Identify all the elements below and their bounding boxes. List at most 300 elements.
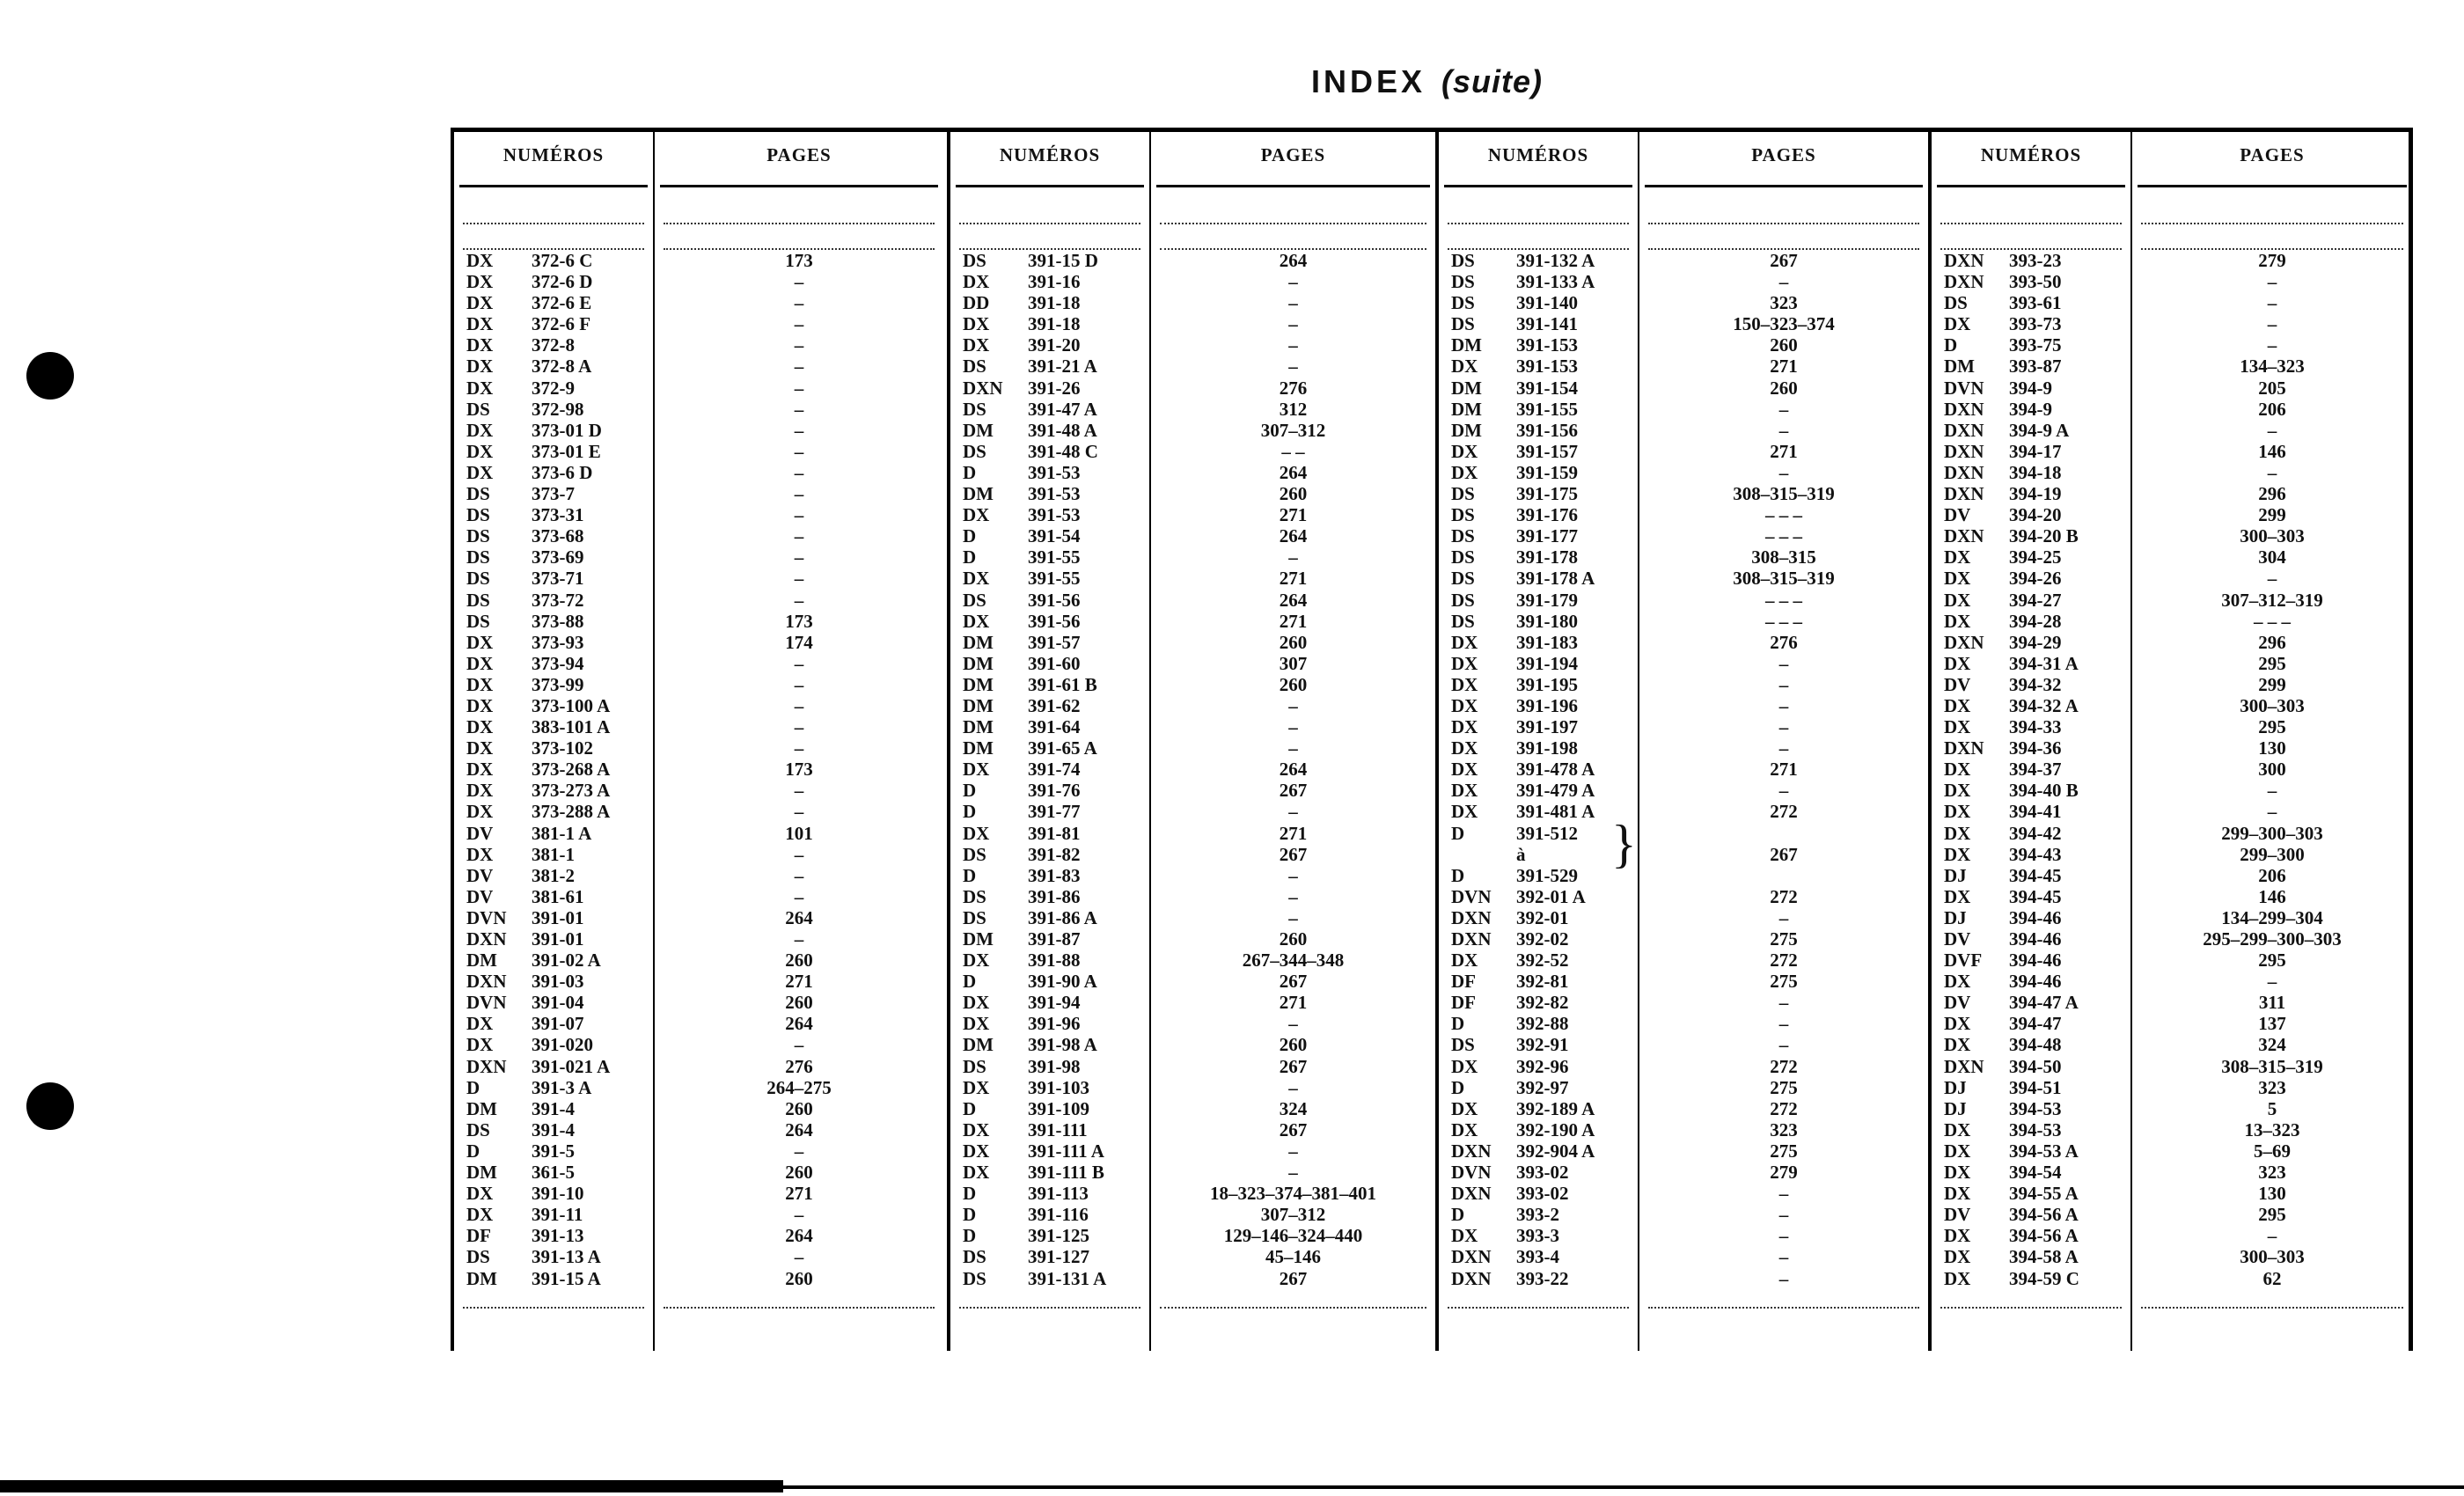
entry-number: 391-53 <box>1028 504 1081 526</box>
entry-prefix: DM <box>963 652 994 674</box>
index-entry-pages: 275 <box>1770 1076 1798 1098</box>
index-entry-number <box>454 1183 653 1204</box>
index-entry-pages: 295 <box>2258 716 2286 738</box>
index-entry-number <box>1932 504 2130 525</box>
dotted-rule <box>463 1307 644 1309</box>
entry-number: 391-4 <box>532 1118 575 1140</box>
index-entry-pages: 260 <box>785 1267 813 1289</box>
pages-column <box>2132 132 2412 1351</box>
entry-prefix: DX <box>963 1118 990 1140</box>
entry-prefix: DM <box>1451 398 1482 420</box>
index-entry-pages: – – – <box>1765 525 1802 547</box>
entry-prefix: DX <box>466 1034 494 1056</box>
index-entry-number <box>1932 716 2130 737</box>
dotted-rule <box>959 223 1140 224</box>
entry-prefix: DX <box>1944 885 1971 907</box>
index-entry-number <box>950 971 1149 992</box>
entry-number: 373-100 A <box>532 694 611 716</box>
index-block-3 <box>1435 132 1928 1351</box>
entry-prefix: DX <box>1451 652 1478 674</box>
index-entry-pages: – <box>1778 716 1789 738</box>
entry-number: 394-59 C <box>2009 1267 2079 1289</box>
entry-prefix: DXN <box>1944 483 1984 505</box>
index-entry-number <box>1932 907 2130 928</box>
index-entry-number <box>950 483 1149 504</box>
entry-prefix: DV <box>1944 504 1971 526</box>
numeros-column <box>1439 132 1639 1351</box>
entry-number: 392-91 <box>1516 1034 1569 1056</box>
index-entry-pages: 271 <box>1279 610 1308 632</box>
entry-prefix: DX <box>1944 313 1971 335</box>
dotted-rule <box>1940 223 2122 224</box>
index-entry-number <box>1439 823 1638 844</box>
index-entry-number <box>1439 250 1638 271</box>
index-entry-pages: – <box>1778 1267 1789 1289</box>
index-entry-pages: 264 <box>785 1013 813 1035</box>
index-entry-number <box>1932 1204 2130 1225</box>
punch-hole-top <box>26 352 74 400</box>
index-entry-number <box>950 632 1149 653</box>
index-entry-pages: 299–300 <box>2240 843 2305 865</box>
entry-number: 381-2 <box>532 864 575 886</box>
entry-prefix: DXN <box>1944 250 1984 271</box>
pages-header: PAGES <box>2240 144 2305 165</box>
index-entry-number <box>1439 886 1638 907</box>
index-entry-pages: 308–315–319 <box>1733 568 1835 590</box>
pages-list <box>1639 250 1928 1289</box>
index-entry-number <box>1439 441 1638 462</box>
entry-prefix: DX <box>963 610 990 632</box>
entry-prefix: DS <box>1451 589 1475 611</box>
entry-prefix: DX <box>1944 610 1971 632</box>
entry-prefix: DX <box>1451 737 1478 759</box>
index-entry-pages <box>1639 865 1928 886</box>
index-entry-number <box>1439 971 1638 992</box>
index-entry-number <box>1932 653 2130 674</box>
index-entry-pages: 271 <box>1770 759 1798 781</box>
entry-number: 394-36 <box>2009 737 2062 759</box>
entry-prefix: DX <box>466 440 494 462</box>
entry-prefix: DXN <box>1944 440 1984 462</box>
entry-prefix: DX <box>466 801 494 823</box>
entry-number: 394-56 A <box>2009 1225 2079 1247</box>
index-entry-pages: 101 <box>785 822 813 844</box>
index-entry-number <box>1439 928 1638 950</box>
header-rule <box>956 185 1144 187</box>
entry-number: 391-02 A <box>532 950 601 972</box>
index-entry-number <box>454 737 653 759</box>
entry-number: 392-88 <box>1516 1013 1569 1035</box>
index-entry-number <box>1439 504 1638 525</box>
index-entry-number <box>1439 1034 1638 1055</box>
index-entry-pages: – <box>794 1246 804 1268</box>
index-entry-pages: – <box>1288 334 1298 356</box>
index-entry-pages: 276 <box>1279 377 1308 399</box>
entry-number: 391-81 <box>1028 822 1081 844</box>
entry-prefix: DXN <box>1944 271 1984 293</box>
index-entry-number <box>1439 674 1638 695</box>
entry-prefix: DM <box>963 483 994 505</box>
index-entry-pages: 205 <box>2258 377 2286 399</box>
index-entry-number <box>1932 928 2130 950</box>
index-entry-pages: 267 <box>1770 250 1798 271</box>
index-entry-number <box>950 928 1149 950</box>
entry-number: 392-02 <box>1516 928 1569 950</box>
entry-prefix: DX <box>1944 971 1971 993</box>
entry-prefix: DX <box>466 1183 494 1205</box>
index-entry-number <box>454 992 653 1013</box>
pages-column <box>1639 132 1928 1351</box>
entry-prefix: DXN <box>466 928 507 950</box>
entry-number: 394-46 <box>2009 971 2062 993</box>
index-entry-number <box>454 611 653 632</box>
entry-prefix: D <box>1451 1013 1465 1035</box>
index-entry-number <box>950 1098 1149 1119</box>
entry-prefix: DX <box>466 780 494 802</box>
index-entry-pages: – <box>2267 334 2277 356</box>
index-entry-pages: – <box>794 1204 804 1226</box>
entry-prefix: DX <box>1944 716 1971 738</box>
index-entry-pages: 307 <box>1279 652 1308 674</box>
index-entry-pages: 264 <box>1279 250 1308 271</box>
index-entry-pages: – <box>794 801 804 823</box>
entry-number: 391-48 A <box>1028 419 1097 441</box>
index-entry-pages: 260 <box>785 950 813 972</box>
index-entry-number <box>1932 525 2130 546</box>
index-entry-number <box>1439 716 1638 737</box>
entry-number: 394-17 <box>2009 440 2062 462</box>
index-entry-number <box>1932 356 2130 377</box>
entry-number: 391-103 <box>1028 1076 1089 1098</box>
entry-number: 391-18 <box>1028 292 1081 314</box>
entry-number: 391-175 <box>1516 483 1578 505</box>
index-entry-number <box>1439 462 1638 483</box>
index-entry-pages: – – – <box>1765 504 1802 526</box>
index-entry-number <box>454 568 653 589</box>
index-entry-pages: 312 <box>1279 398 1308 420</box>
entry-number: 372-6 F <box>532 313 591 335</box>
entry-prefix: DX <box>1944 1225 1971 1247</box>
entry-prefix: DM <box>963 928 994 950</box>
entry-number: 361-5 <box>532 1162 575 1184</box>
entry-number: 373-71 <box>532 568 584 590</box>
index-entry-number <box>454 590 653 611</box>
entry-prefix: DXN <box>1944 631 1984 653</box>
index-entry-number <box>1439 759 1638 780</box>
entry-prefix: D <box>963 864 977 886</box>
entry-number: 391-141 <box>1516 313 1578 335</box>
index-entry-pages: – <box>1288 885 1298 907</box>
index-entry-number <box>950 1204 1149 1225</box>
pages-header: PAGES <box>766 144 832 165</box>
index-entry-number <box>1439 950 1638 971</box>
index-entry-number <box>950 844 1149 865</box>
entry-prefix: DJ <box>1944 1076 1967 1098</box>
entry-prefix: DS <box>466 1246 490 1268</box>
entry-prefix: DX <box>963 759 990 781</box>
index-entry-pages: 271 <box>785 971 813 993</box>
index-entry-pages: 300 <box>2258 759 2286 781</box>
dotted-rule <box>1448 1307 1629 1309</box>
index-entry-pages: 267 <box>1279 780 1308 802</box>
index-entry-number <box>1439 611 1638 632</box>
entry-prefix: DM <box>1451 419 1482 441</box>
entry-number: 391-155 <box>1516 398 1578 420</box>
entry-prefix: DX <box>1944 1118 1971 1140</box>
index-entry-number <box>1439 992 1638 1013</box>
index-entry-number <box>454 844 653 865</box>
index-entry-number <box>1932 441 2130 462</box>
index-entry-pages: – <box>1288 546 1298 568</box>
entry-number: 392-904 A <box>1516 1140 1595 1162</box>
entry-number: 391-113 <box>1028 1183 1089 1205</box>
index-entry-number <box>1439 1225 1638 1246</box>
entry-prefix: DX <box>1451 780 1478 802</box>
index-entry-pages: – <box>1778 1013 1789 1035</box>
index-entry-number <box>454 865 653 886</box>
index-entry-pages: 308–315–319 <box>2221 1055 2323 1077</box>
entry-prefix: DM <box>963 694 994 716</box>
index-entry-pages: 267 <box>1279 1055 1308 1077</box>
entry-number: 394-53 A <box>2009 1140 2079 1162</box>
entry-prefix: DX <box>1451 673 1478 695</box>
entry-prefix: D <box>963 780 977 802</box>
entry-prefix: DM <box>466 950 497 972</box>
index-entry-pages: 272 <box>1770 950 1798 972</box>
index-entry-number <box>950 674 1149 695</box>
index-entry-pages: – <box>794 292 804 314</box>
entry-prefix: DX <box>466 716 494 738</box>
entry-number: 391-4 <box>532 1097 575 1119</box>
index-entry-number <box>1439 653 1638 674</box>
index-entry-number <box>454 546 653 568</box>
entry-prefix: DX <box>1451 1118 1478 1140</box>
index-entry-pages: – <box>1778 652 1789 674</box>
index-entry-pages: – <box>794 461 804 483</box>
index-entry-pages: – <box>794 419 804 441</box>
index-entry-pages: 18–323–374–381–401 <box>1210 1183 1376 1205</box>
entry-prefix: DS <box>963 885 986 907</box>
numeros-list <box>1439 250 1638 1289</box>
entry-number: 394-45 <box>2009 885 2062 907</box>
index-entry-pages: – <box>1288 356 1298 378</box>
index-entry-pages: – <box>794 716 804 738</box>
index-entry-pages: 267 <box>1279 971 1308 993</box>
index-entry-pages: – <box>794 589 804 611</box>
index-entry-number <box>1932 865 2130 886</box>
entry-prefix: DX <box>1944 1034 1971 1056</box>
index-entry-number <box>1439 483 1638 504</box>
entry-prefix: DX <box>1451 716 1478 738</box>
index-entry-pages: – <box>2267 971 2277 993</box>
index-entry-pages: – <box>1288 1162 1298 1184</box>
index-entry-pages: 260 <box>1279 483 1308 505</box>
index-entry-number <box>454 313 653 334</box>
entry-prefix: DXN <box>1451 1246 1492 1268</box>
entry-prefix: DXN <box>1451 928 1492 950</box>
entry-prefix: D <box>466 1076 480 1098</box>
header-rule <box>1937 185 2125 187</box>
entry-prefix: DX <box>1451 1097 1478 1119</box>
index-entry-pages: 260 <box>1279 631 1308 653</box>
entry-number: 393-50 <box>2009 271 2062 293</box>
index-entry-number <box>950 801 1149 822</box>
entry-number: 394-47 A <box>2009 992 2079 1014</box>
index-entry-number <box>1439 844 1638 865</box>
index-entry-pages: – <box>1778 461 1789 483</box>
index-entry-pages: – <box>1778 906 1789 928</box>
entry-prefix: DX <box>1944 843 1971 865</box>
index-entry-number <box>1932 1056 2130 1077</box>
index-entry-pages: 129–146–324–440 <box>1223 1225 1363 1247</box>
index-entry-number <box>1439 546 1638 568</box>
entry-prefix: DX <box>1451 759 1478 781</box>
entry-prefix: DS <box>963 1246 986 1268</box>
entry-number: 391-13 A <box>532 1246 601 1268</box>
entry-prefix: DS <box>963 589 986 611</box>
index-entry-pages: – – – <box>1765 610 1802 632</box>
entry-prefix: D <box>963 971 977 993</box>
entry-prefix: D <box>1451 822 1465 844</box>
entry-prefix: DX <box>466 377 494 399</box>
index-entry-pages: 134–299–304 <box>2221 906 2323 928</box>
entry-number: 391-109 <box>1028 1097 1089 1119</box>
entry-prefix: DS <box>466 525 490 547</box>
entry-number: 393-02 <box>1516 1183 1569 1205</box>
entry-number: 373-69 <box>532 546 584 568</box>
entry-prefix: DS <box>466 589 490 611</box>
entry-number: 394-42 <box>2009 822 2062 844</box>
entry-number: 394-18 <box>2009 461 2062 483</box>
entry-number: 391-183 <box>1516 631 1578 653</box>
index-entry-number <box>454 1056 653 1077</box>
index-entry-pages: 146 <box>2258 440 2286 462</box>
pages-column <box>655 132 943 1351</box>
entry-prefix: DX <box>466 334 494 356</box>
index-entry-pages: 323 <box>1770 292 1798 314</box>
entry-prefix: DXN <box>963 377 1003 399</box>
index-entry-pages: – <box>1288 1013 1298 1035</box>
entry-number: 394-55 A <box>2009 1183 2079 1205</box>
entry-prefix: DS <box>466 1118 490 1140</box>
index-entry-pages: 279 <box>1770 1162 1798 1184</box>
dotted-rule <box>1160 223 1426 224</box>
entry-prefix: DS <box>466 568 490 590</box>
index-entry-pages: 267 <box>1279 1267 1308 1289</box>
entry-prefix: DM <box>466 1097 497 1119</box>
punch-hole-bottom <box>26 1082 74 1130</box>
entry-number: 383-101 A <box>532 716 611 738</box>
index-entry-number <box>1932 1225 2130 1246</box>
index-entry-pages: 323 <box>2258 1076 2286 1098</box>
entry-prefix: DS <box>1451 525 1475 547</box>
index-entry-pages: – <box>794 440 804 462</box>
header-rule <box>1156 185 1430 187</box>
index-entry-pages: 296 <box>2258 483 2286 505</box>
index-entry-number <box>950 865 1149 886</box>
entry-number: 391-197 <box>1516 716 1578 738</box>
entry-number: 391-60 <box>1028 652 1081 674</box>
entry-prefix: DM <box>963 1034 994 1056</box>
entry-prefix: DV <box>466 885 494 907</box>
index-entry-number <box>950 525 1149 546</box>
index-entry-pages: 173 <box>785 250 813 271</box>
numeros-column <box>950 132 1151 1351</box>
index-entry-pages: 264 <box>785 1118 813 1140</box>
entry-number: 391-111 A <box>1028 1140 1104 1162</box>
entry-prefix: DS <box>466 483 490 505</box>
index-entry-pages: 260 <box>785 1097 813 1119</box>
index-entry-number <box>950 313 1149 334</box>
entry-prefix: DX <box>963 334 990 356</box>
index-entry-pages: – <box>1778 673 1789 695</box>
entry-prefix: DXN <box>1944 525 1984 547</box>
entry-number: 391-195 <box>1516 673 1578 695</box>
entry-number: 391-88 <box>1028 950 1081 972</box>
index-entry-pages: 260 <box>1279 673 1308 695</box>
index-entry-pages: 173 <box>785 610 813 632</box>
entry-number: 373-01 D <box>532 419 602 441</box>
entry-number: 391-179 <box>1516 589 1578 611</box>
entry-prefix: DX <box>963 1013 990 1035</box>
entry-number: 392-01 A <box>1516 885 1586 907</box>
entry-prefix: DX <box>1451 694 1478 716</box>
entry-prefix: DF <box>466 1225 491 1247</box>
entry-prefix: DXN <box>1944 398 1984 420</box>
index-entry-number <box>1932 399 2130 420</box>
entry-prefix: D <box>1451 864 1465 886</box>
index-entry-pages: 307–312–319 <box>2221 589 2323 611</box>
index-entry-pages: – <box>1288 1140 1298 1162</box>
dotted-rule <box>2141 1307 2403 1309</box>
entry-prefix: DX <box>963 822 990 844</box>
entry-number: 391-74 <box>1028 759 1081 781</box>
index-entry-number <box>1932 844 2130 865</box>
index-entry-number <box>950 780 1149 801</box>
index-block-4 <box>1928 132 2412 1351</box>
index-entry-number <box>1932 823 2130 844</box>
index-entry-pages: – <box>794 780 804 802</box>
index-entry-pages: – <box>1778 1034 1789 1056</box>
entry-prefix: DF <box>1451 992 1476 1014</box>
dotted-rule <box>664 1307 935 1309</box>
index-entry-pages: – <box>2267 461 2277 483</box>
entry-number: 373-31 <box>532 504 584 526</box>
index-entry-pages: – <box>1288 694 1298 716</box>
index-entry-pages: – <box>794 525 804 547</box>
entry-number: 391-180 <box>1516 610 1578 632</box>
header-rule <box>660 185 938 187</box>
index-entry-pages: 267 <box>1279 843 1308 865</box>
entry-number: 392-96 <box>1516 1055 1569 1077</box>
entry-prefix: DX <box>1944 780 1971 802</box>
index-entry-pages: 299 <box>2258 504 2286 526</box>
entry-prefix: DS <box>1451 568 1475 590</box>
index-entry-pages: 62 <box>2262 1267 2282 1289</box>
index-entry-pages: 260 <box>1770 377 1798 399</box>
index-entry-pages: 299 <box>2258 673 2286 695</box>
entry-number: 391-48 C <box>1028 440 1098 462</box>
dotted-rule <box>1940 1307 2122 1309</box>
entry-number: 394-20 B <box>2009 525 2079 547</box>
index-entry-number <box>950 1119 1149 1140</box>
index-entry-pages: 174 <box>785 631 813 653</box>
entry-number: 391-90 A <box>1028 971 1097 993</box>
entry-number: 381-1 <box>532 843 575 865</box>
index-entry-pages: 275 <box>1770 928 1798 950</box>
index-entry-pages: 267 <box>1770 843 1798 865</box>
entry-number: 391-65 A <box>1028 737 1097 759</box>
